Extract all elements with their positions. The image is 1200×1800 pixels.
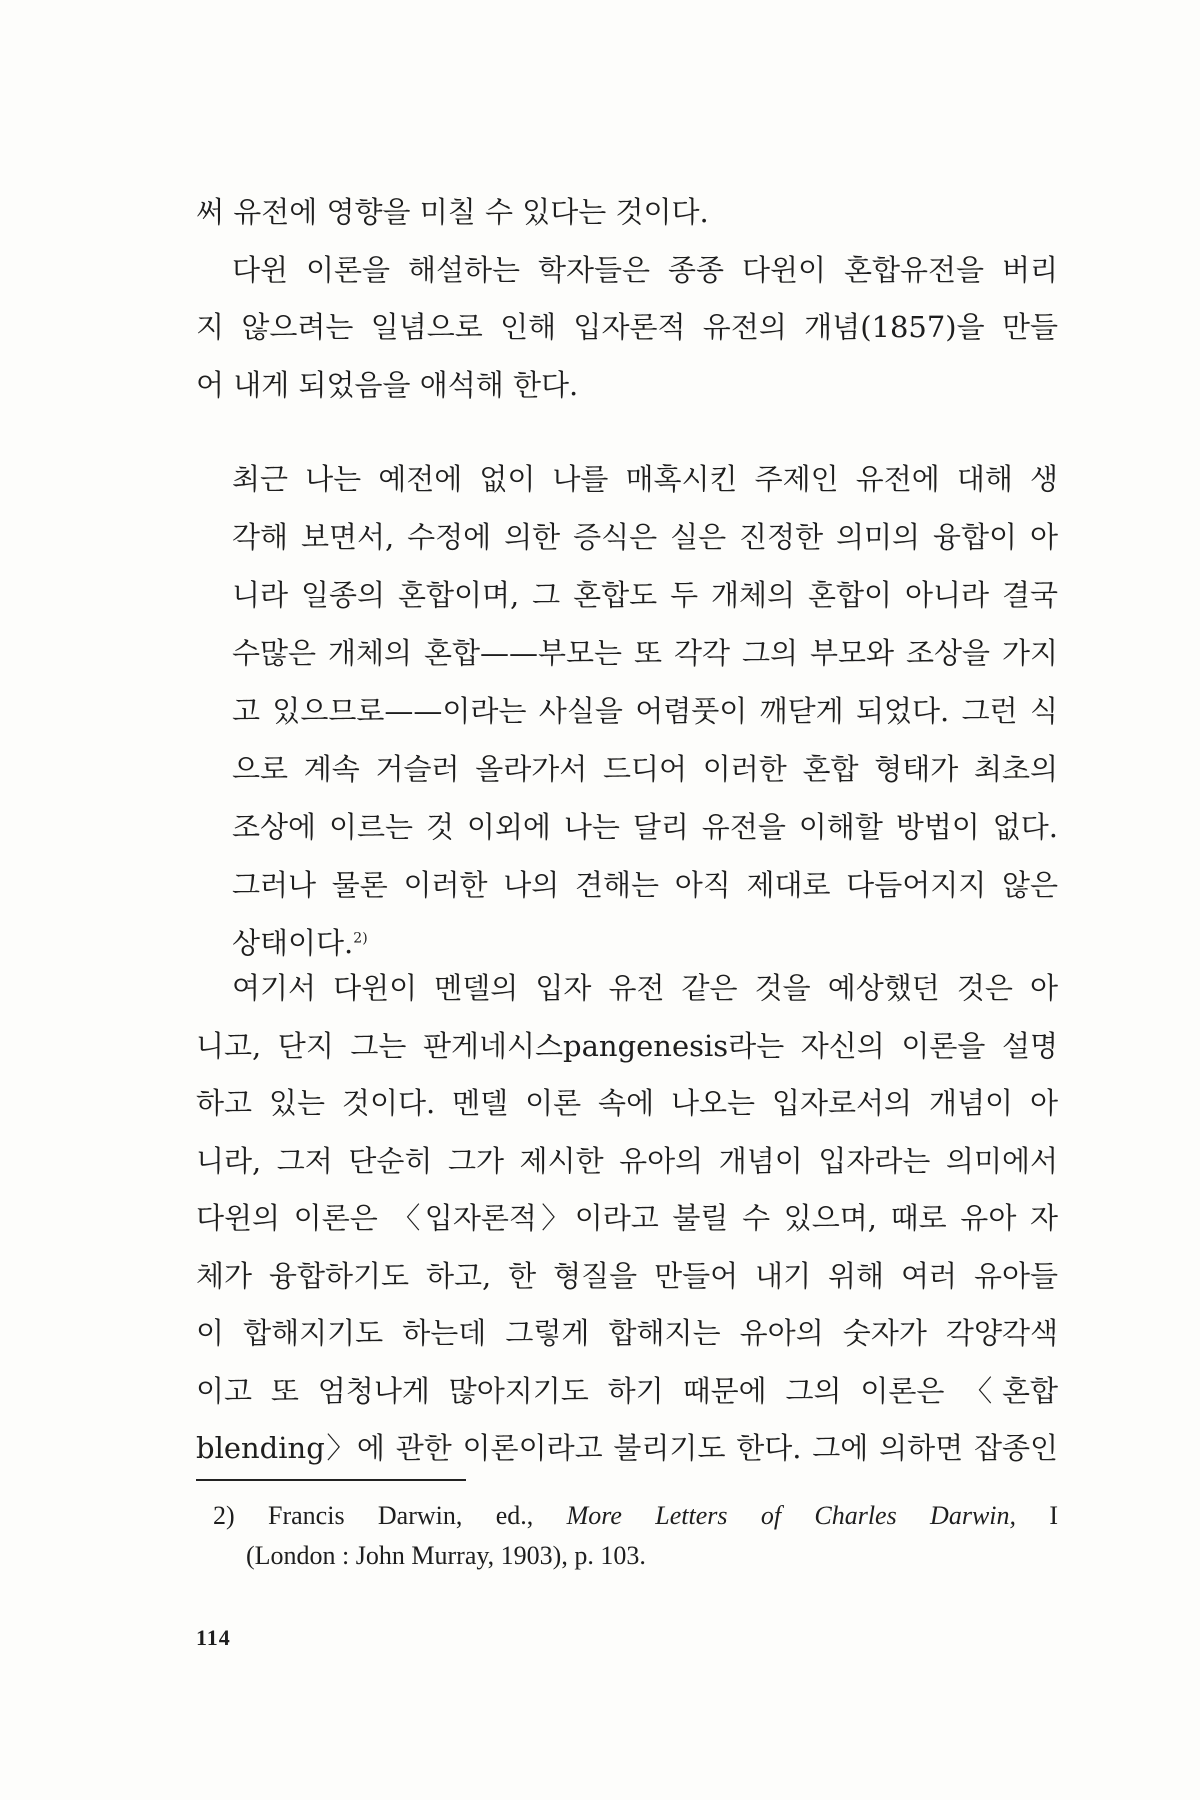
footnote-divider	[196, 1479, 466, 1481]
text-line: 이 합해지기도 하는데 그렇게 합해지는 유아의 숫자가 각양각색	[196, 1316, 1058, 1350]
text-line: 어 내게 되었음을 애석해 한다.	[196, 367, 579, 402]
page-number: 114	[196, 1625, 231, 1650]
text-line: blending〉에 관한 이론이라고 불리기도 한다. 그에 의하면 잡종인	[196, 1431, 1058, 1465]
quote-line: 니라 일종의 혼합이며, 그 혼합도 두 개체의 혼합이 아니라 결국	[232, 578, 1058, 612]
footnote-number: 2)	[213, 1501, 235, 1530]
quote-line: 각해 보면서, 수정에 의한 증식은 실은 진정한 의미의 융합이 아	[232, 520, 1058, 554]
footnote-publication: (London : John Murray, 1903), p. 103.	[246, 1541, 646, 1570]
text-line: 지 않으려는 일념으로 인해 입자론적 유전의 개념(1857)을 만들	[196, 310, 1058, 344]
text-line: 니고, 단지 그는 판게네시스pangenesis라는 자신의 이론을 설명	[196, 1028, 1058, 1063]
quote-line-text: 상태이다.	[232, 926, 354, 960]
text-line: 하고 있는 것이다. 멘델 이론 속에 나오는 입자로서의 개념이 아	[196, 1086, 1058, 1120]
text-line: 여기서 다윈이 멘델의 입자 유전 같은 것을 예상했던 것은 아	[232, 971, 1058, 1005]
footnote-author: Francis Darwin, ed.,	[268, 1501, 534, 1530]
quote-line: 그러나 물론 이러한 나의 견해는 아직 제대로 다듬어지지 않은	[232, 868, 1058, 902]
text-line: 다윈 이론을 해설하는 학자들은 종종 다윈이 혼합유전을 버리	[232, 252, 1058, 287]
quote-line: 수많은 개체의 혼합——부모는 또 각각 그의 부모와 조상을 가지	[232, 636, 1058, 670]
paragraph-commentary	[196, 960, 1058, 1478]
quote-line: 최근 나는 예전에 없이 나를 매혹시킨 주제인 유전에 대해 생	[232, 462, 1058, 496]
quote-line: 조상에 이르는 것 이외에 나는 달리 유전을 이해할 방법이 없다.	[232, 810, 1058, 844]
text-line: 니라, 그저 단순히 그가 제시한 유아의 개념이 입자라는 의미에서	[196, 1143, 1058, 1178]
footnote	[213, 1496, 1058, 1576]
text-line: 다윈의 이론은 〈입자론적〉이라고 불릴 수 있으며, 때로 유아 자	[196, 1201, 1058, 1235]
text-line: 이고 또 엄청나게 많아지기도 하기 때문에 그의 이론은 〈혼합	[196, 1373, 1058, 1408]
text-line: 체가 융합하기도 하고, 한 형질을 만들어 내기 위해 여러 유아들	[196, 1258, 1058, 1293]
quote-line: 으로 계속 거슬러 올라가서 드디어 이러한 혼합 형태가 최초의	[232, 752, 1058, 786]
footnote-line	[213, 1496, 1058, 1536]
footnote-title: More Letters of Charles Darwin,	[566, 1501, 1017, 1530]
quote-line: 고 있으므로——이라는 사실을 어렴풋이 깨닫게 되었다. 그런 식	[232, 694, 1058, 728]
block-quote	[232, 450, 1058, 972]
text-line: 써 유전에 영향을 미칠 수 있다는 것이다.	[196, 195, 709, 229]
footnote-reference[interactable]: 2)	[353, 930, 368, 947]
paragraph-intro	[196, 184, 1058, 414]
footnote-volume: I	[1049, 1501, 1059, 1530]
